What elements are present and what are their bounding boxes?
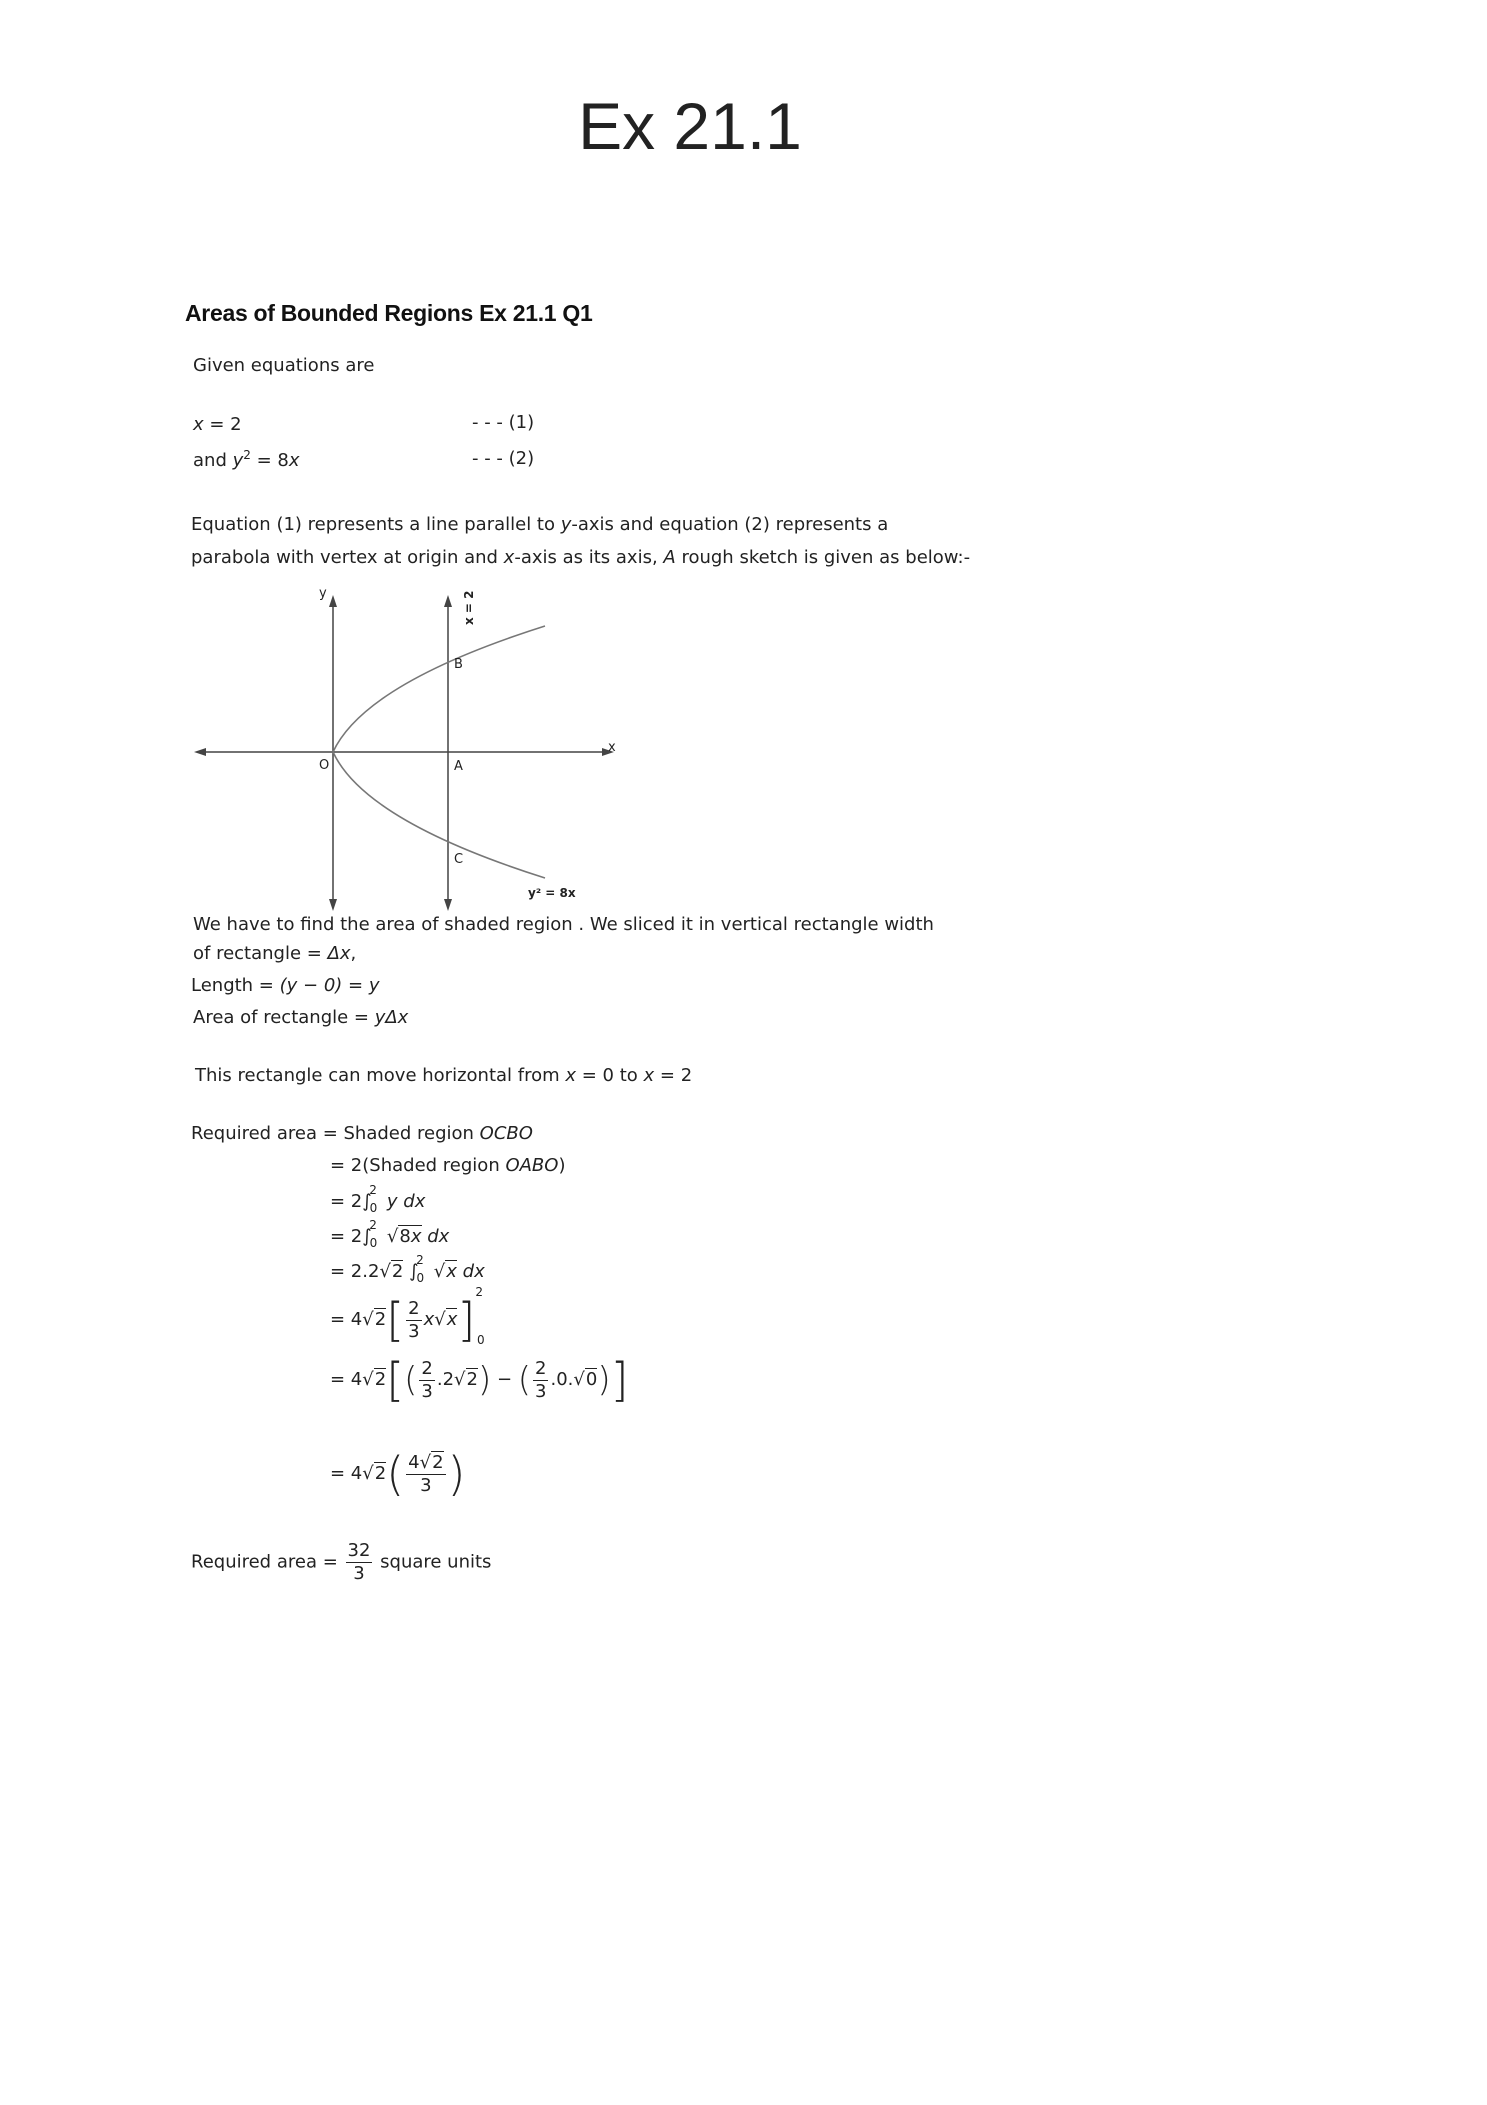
- required-area-line-4: = $2\int_0^2√8x$ dx: [330, 1218, 450, 1250]
- eq2-rhs-var: x: [288, 450, 300, 471]
- point-A-label: A: [454, 759, 463, 774]
- desc-text: represents a line parallel to: [301, 514, 561, 535]
- desc-var: x: [503, 547, 515, 568]
- rough-sketch-figure: [190, 583, 630, 913]
- line-down-arrow: [444, 899, 452, 911]
- move-var: x: [643, 1065, 655, 1086]
- final-denominator: 3: [353, 1563, 365, 1584]
- desc-text: -axis as its axis,: [514, 547, 664, 568]
- required-area-line-3: = $2\int_0^2y$ dx: [330, 1183, 426, 1215]
- required-area-line-5: = 2.2√2 $\int_0^2√x$ dx: [330, 1253, 485, 1285]
- move-text: = 2: [654, 1065, 693, 1086]
- page-title: Ex 21.1: [578, 89, 802, 163]
- length-result: = y: [342, 975, 380, 996]
- line-up-arrow: [444, 595, 452, 607]
- desc-var: A: [663, 547, 676, 568]
- required-area-line-7: = 4√2[( $\frac{2}{3}$ .2√2) − ( $\frac{2}{3}$ .0.√0)]: [330, 1353, 629, 1407]
- required-area-line-2: [330, 1155, 565, 1176]
- required-area-line-1: [191, 1123, 533, 1144]
- y-axis-down-arrow: [329, 899, 337, 911]
- move-var: x: [565, 1065, 577, 1086]
- eq2-prefix: and: [193, 450, 233, 471]
- req-integrand: dx: [462, 1261, 485, 1282]
- description-line-1: [191, 514, 888, 535]
- req-region: OCBO: [479, 1123, 533, 1144]
- desc-text: -axis and equation: [571, 514, 745, 535]
- intro-text: Given equations are: [193, 355, 375, 376]
- body-line-2: [193, 943, 356, 964]
- req-integrand: y dx: [386, 1191, 426, 1212]
- y-axis-up-arrow: [329, 595, 337, 607]
- req-region: OABO: [505, 1155, 559, 1176]
- eq1-var: x: [193, 414, 204, 435]
- line-label: x = 2: [462, 590, 476, 625]
- equation-2-tag: - - - (2): [472, 448, 535, 469]
- section-title: Areas of Bounded Regions Ex 21.1 Q1: [185, 300, 593, 326]
- desc-text: rough sketch is given as below:-: [675, 547, 971, 568]
- eq1-rhs: = 2: [203, 414, 242, 435]
- required-area-line-6: = 4√2[ $\frac{2}{3}$ x√x]$^2_0$: [330, 1285, 485, 1347]
- final-label: Required area =: [191, 1551, 344, 1573]
- point-C-label: C: [454, 852, 464, 867]
- desc-ref-1: (1): [276, 514, 302, 535]
- equation-1: [193, 414, 242, 435]
- body-var: Δx: [327, 943, 351, 964]
- req-text: = 2: [330, 1155, 363, 1176]
- required-area-line-8: = 4√2( $\frac{4√2}{3}$ ): [330, 1447, 466, 1501]
- req-text: = 2.2: [330, 1261, 380, 1282]
- req-text: (Shaded region: [362, 1155, 506, 1176]
- length-expr: (y − 0): [279, 975, 343, 996]
- desc-var: y: [560, 514, 572, 535]
- x-axis-left-arrow: [194, 748, 206, 756]
- point-O-label: O: [319, 758, 330, 773]
- req-label: Required area =: [191, 1123, 344, 1144]
- move-text: = 0 to: [576, 1065, 644, 1086]
- curve-label: y² = 8x: [528, 886, 576, 900]
- equation-2: [193, 448, 300, 471]
- eq2-exp: 2: [243, 448, 251, 462]
- final-numerator: 32: [347, 1540, 371, 1561]
- point-B-label: B: [454, 657, 463, 672]
- desc-text: represents a: [769, 514, 889, 535]
- req-text: ): [558, 1155, 566, 1176]
- equation-1-tag: - - - (1): [472, 412, 535, 433]
- x-axis-label: x: [608, 740, 616, 755]
- req-integrand: dx: [427, 1226, 450, 1247]
- length-text: Length =: [191, 975, 280, 996]
- y-axis-label: y: [319, 586, 327, 601]
- final-result: [191, 1540, 491, 1585]
- body-text: of rectangle =: [193, 943, 328, 964]
- area-rect-text: Area of rectangle =: [193, 1007, 375, 1028]
- req-text: Shaded region: [343, 1123, 480, 1144]
- body-line-1: We have to find the area of shaded region . We sliced it in vertical rectangle width: [193, 914, 934, 935]
- eq2-rhs: = 8: [250, 450, 289, 471]
- desc-text: Equation: [191, 514, 277, 535]
- description-line-2: [191, 547, 970, 568]
- move-line: [195, 1065, 692, 1086]
- move-text: This rectangle can move horizontal from: [195, 1065, 566, 1086]
- eq2-var: y: [232, 450, 244, 471]
- body-text: ,: [350, 943, 357, 964]
- area-rect-expr: yΔx: [374, 1007, 409, 1028]
- length-line: [191, 975, 380, 996]
- desc-ref-2: (2): [744, 514, 770, 535]
- area-rect-line: [193, 1007, 408, 1028]
- desc-text: parabola with vertex at origin and: [191, 547, 504, 568]
- final-units: square units: [380, 1551, 492, 1573]
